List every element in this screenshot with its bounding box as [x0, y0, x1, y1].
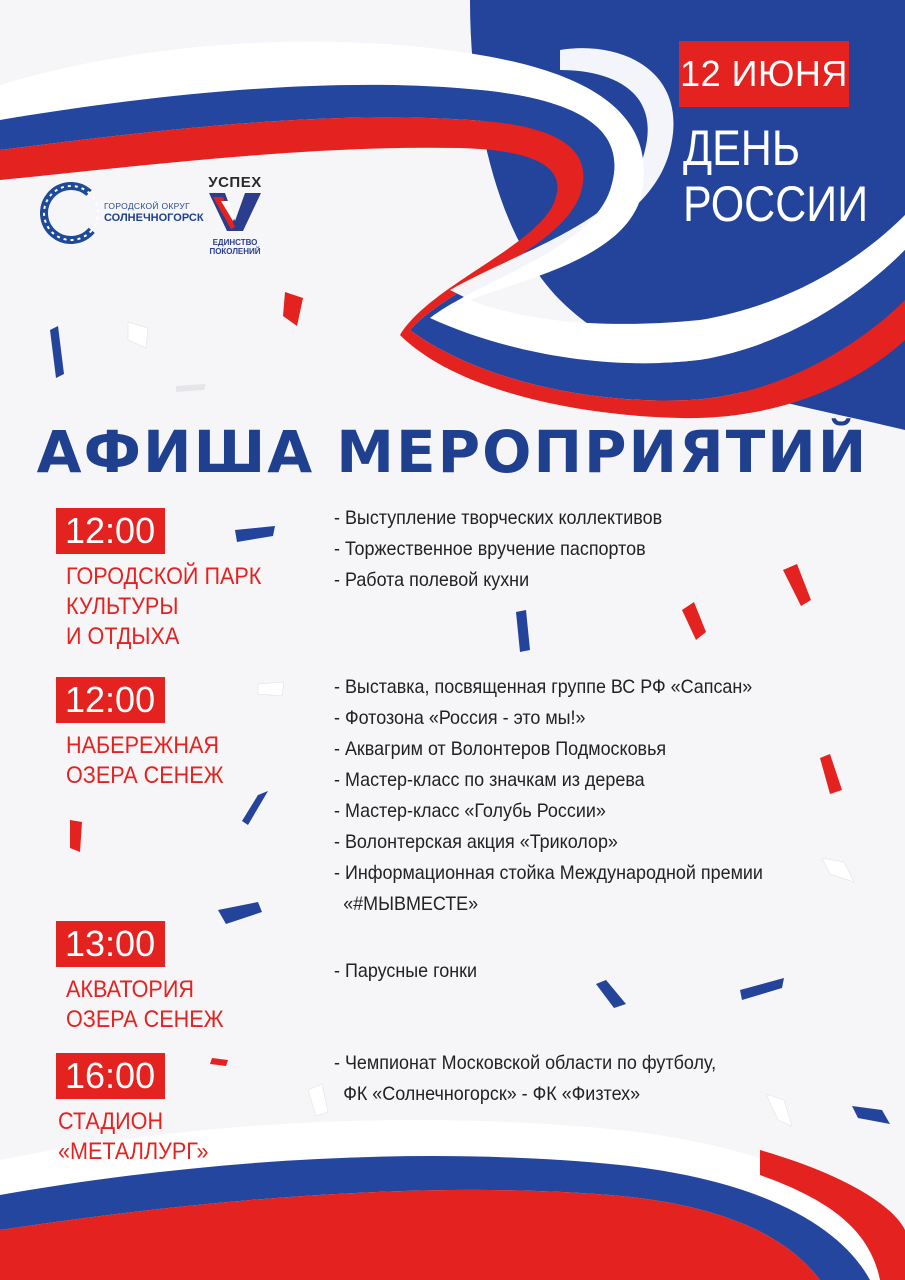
venue-line: ОЗЕРА СЕНЕЖ: [66, 762, 224, 789]
event-venue: [66, 562, 261, 652]
activity-item-continued: ФК «Солнечногорск» - ФК «Физтех»: [343, 1083, 641, 1105]
venue-line: СТАДИОН: [58, 1108, 164, 1135]
page-title: АФИША МЕРОПРИЯТИЙ: [36, 418, 869, 486]
event-block: [56, 508, 283, 652]
district-emblem-icon: [40, 182, 102, 244]
event-activities: [334, 503, 691, 596]
event-venue: [66, 975, 224, 1035]
activity-item: - Мастер-класс по значкам из дерева: [334, 769, 645, 791]
event-venue: [66, 731, 224, 791]
activity-item: - Фотозона «Россия - это мы!»: [334, 707, 586, 729]
event-block: [56, 921, 241, 1035]
holiday-title-line2: РОССИИ: [683, 176, 869, 232]
activity-item-continued: «#МЫВМЕСТЕ»: [343, 893, 479, 915]
event-time: 16:00: [56, 1053, 165, 1099]
event-time: 13:00: [56, 921, 165, 967]
event-activities: [334, 956, 489, 987]
uspeh-logo: [196, 174, 274, 256]
event-time: 12:00: [56, 508, 165, 554]
event-venue: [58, 1107, 209, 1167]
uspeh-subtitle-2: ПОКОЛЕНИЙ: [209, 247, 261, 256]
activity-item: - Информационная стойка Международной премии: [334, 862, 763, 884]
district-logo: [40, 182, 204, 244]
venue-line: И ОТДЫХА: [66, 623, 180, 650]
venue-line: ГОРОДСКОЙ ПАРК: [66, 563, 262, 590]
venue-line: «МЕТАЛЛУРГ»: [58, 1138, 209, 1165]
activity-item: - Торжественное вручение паспортов: [334, 538, 646, 560]
event-time: 12:00: [56, 677, 165, 723]
activity-item: - Чемпионат Московской области по футболу,: [334, 1052, 717, 1074]
uspeh-title: УСПЕХ: [208, 174, 262, 191]
holiday-title: [683, 120, 868, 232]
uspeh-subtitle-1: ЕДИНСТВО: [212, 238, 258, 247]
district-label: ГОРОДСКОЙ ОКРУГ: [104, 201, 191, 211]
holiday-title-line1: ДЕНЬ: [683, 120, 801, 176]
activity-item: - Выступление творческих коллективов: [334, 507, 663, 529]
activity-item: - Волонтерская акция «Триколор»: [334, 831, 618, 853]
venue-line: НАБЕРЕЖНАЯ: [66, 732, 219, 759]
event-activities: [334, 672, 800, 920]
activity-item: - Парусные гонки: [334, 960, 478, 982]
activity-item: - Работа полевой кухни: [334, 569, 530, 591]
venue-line: АКВАТОРИЯ: [66, 976, 194, 1003]
date-badge: 12 ИЮНЯ: [679, 41, 849, 107]
event-block: [56, 1053, 225, 1167]
district-name: СОЛНЕЧНОГОРСК: [104, 212, 204, 224]
event-block: [56, 677, 241, 791]
activity-item: - Выставка, посвященная группе ВС РФ «Сапсан»: [334, 676, 753, 698]
venue-line: КУЛЬТУРЫ: [66, 593, 179, 620]
event-activities: [334, 1048, 749, 1110]
v-emblem-icon: [205, 191, 265, 233]
venue-line: ОЗЕРА СЕНЕЖ: [66, 1006, 224, 1033]
activity-item: - Мастер-класс «Голубь России»: [334, 800, 606, 822]
activity-item: - Аквагрим от Волонтеров Подмосковья: [334, 738, 667, 760]
